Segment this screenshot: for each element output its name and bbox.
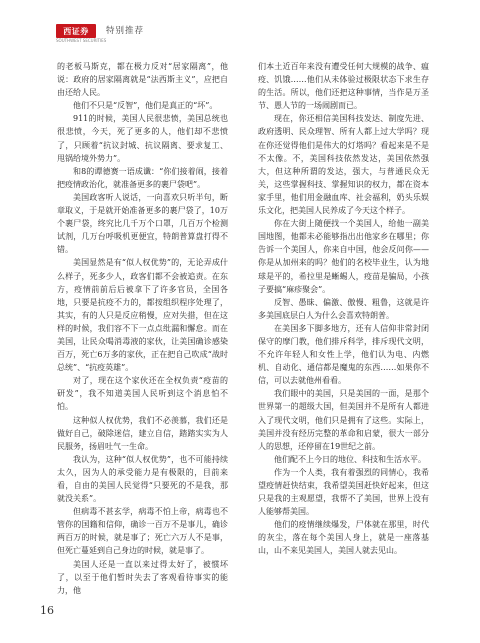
paragraph: 的老板马斯克，都在极力反对“居家隔离”，他说：政府的居家隔离就是“法西斯主义”，应把自由还给人民。 (57, 62, 228, 98)
paragraph: 和8的谭德赛一语成谶：“你们接着闹，接着把疫情政治化，就准备更多的裹尸袋吧”。 (57, 166, 228, 189)
paragraph: 911的时候，美国人民很悲愤，美国总统也很悲愤，今天，死了更多的人，他们却不悲愤了，只顾着“抗议封城、抗议隔离、要求复工、甩锅给境外势力”。 (57, 114, 228, 163)
page-header (0, 0, 480, 44)
publisher-logo (56, 24, 96, 38)
paragraph: 这种似人权优势，我们不必羡慕，我们还是做好自己，破除迷信，建立自信，踏踏实实为人民服务，扬眉吐气一生命。 (57, 415, 228, 451)
paragraph: 美国政客听人说话，一向喜欢只听半句，断章取义，于是就开始准备更多的裹尸袋了，10万个裹尸袋，终究比几千万个口罩，几百万个检测试剂，几万台呼吸机更便宜，特朗普算盘打得不错。 (57, 192, 228, 255)
paragraph: 反智、愚昧、偏激、傲慢、粗鲁，这就是许多美国底层白人为什么会喜欢特朗普。 (258, 297, 429, 320)
paragraph: 他们配不上今日的地位、科技和生活水平。 (274, 454, 426, 464)
paragraph: 他们不只是“反智”，他们是真正的“坏”。 (73, 101, 218, 111)
left-text-column (57, 60, 228, 597)
paragraph: 但病毒不甚玄学，病毒不怕上帝，病毒也不管你的国籍和信仰，确诊一百万不是事儿，确诊两百万的时候，就是事了；死亡六万人不是事，但死亡蔓延到自己身边的时候，就是事了。 (57, 507, 228, 556)
paragraph: 我们眼中的美国，只是美国的一面，是那个世界第一的超级大国，但美国并不是所有人都进入了现代文明，他们只是拥有了这些。实际上，美国并没有经历完整的革命和启蒙，很大一部分人的思想，还停留在19世纪之前。 (258, 389, 429, 451)
paragraph: 在美国多下脚多地方，还有人信仰非常封闭保守的摩门教，他们排斥科学，排斥现代文明，不允许年轻人和女性上学，他们认为电、内燃机、自动化、通信都是魔鬼的东西……如果你不信，可以去就他州看看。 (258, 323, 429, 386)
paragraph: 作为一个人类，我有着强烈的同情心，我希望疫情赶快结束，我希望美国赶快好起来，但这只是我的主观愿望，我帮不了美国，世界上没有人能够帮美国。 (258, 467, 429, 517)
section-label: 特别推荐 (106, 26, 145, 36)
paragraph: 他们的疫情继续爆发，尸体就在那里，时代的灰尘，落在每个美国人身上，就是一座落基山，山不来见美国人，美国人就去见山。 (258, 520, 429, 556)
paragraph: 你在大街上随便找一个美国人，给他一副美国地图，他都未必能够指出出他家乡在哪里；你告诉一个美国人，你来自中国，他会反问你——你是从加州来的吗？他们的名校毕业生，认为地球是平的，希拉里是蜥蜴人，疫苗是骗局，小孩子要搞“麻疹聚会”。 (258, 219, 429, 294)
right-text-column (258, 60, 429, 558)
paragraph: 我认为，这种“似人权优势”，也不可能持续太久，因为人的承受能力是有极限的，目前来看，自由的美国人民觉得“只要死的不是我，那就没关系”。 (57, 454, 228, 504)
paragraph: 对了，现在这个家伙还在全权负责“疫苗的研发”，我不知道美国人民听到这个消息怕不怕。 (57, 376, 228, 412)
logo-mark: 西证券 (56, 24, 96, 38)
paragraph: 美国人还是一直以来过得太好了，被惯坏了，以至于他们暂时失去了客观看待事实的能力，他 (57, 559, 228, 595)
paragraph: 现在，你还相信美国科技发达、制度先进、政府透明、民众理智、所有人都上过大学吗？现在你还觉得他们是伟大的灯塔吗？看起来是不是不太像。不，美国科技依然发达，美国依然强大，但这种所谓的发达，强大，与普通民众无关，这些掌握科技、掌握知识的权力，都在资本家手里，他们用金融血库、社会福利，奶头乐娱乐文化，把美国人民养成了今天这个样子。 (258, 114, 429, 216)
page-number: 16 (40, 604, 54, 617)
paragraph: 美国显然是有“似人权优势”的，无论弄成什么样子，死多少人，政客们都不会被追责。在东方，疫情前前后后被拿下了许多官员，全国各地，只要是抗疫不力的，都按组织程序处理了，其实，有的人只是反应稍慢，应对失措，但在这样的时候，我们容不下一点点纰漏和懈怠。而在美国，让民众喝消毒液的家伙，让美国确诊感染百万，死亡6万多的家伙，正在把自己吹成“战时总统”、“抗疫英雄”。 (57, 258, 228, 373)
paragraph: 们本土近百年来没有遭受任何大规模的战争、瘟疫、饥饿……他们从未体验过极限状态下求生存的生活。所以，他们还把这种事情，当作是万圣节、愚人节的一场闹剧而已。 (258, 62, 429, 111)
logo-subtext: SOUTHWEST SECURITIES (56, 38, 107, 43)
